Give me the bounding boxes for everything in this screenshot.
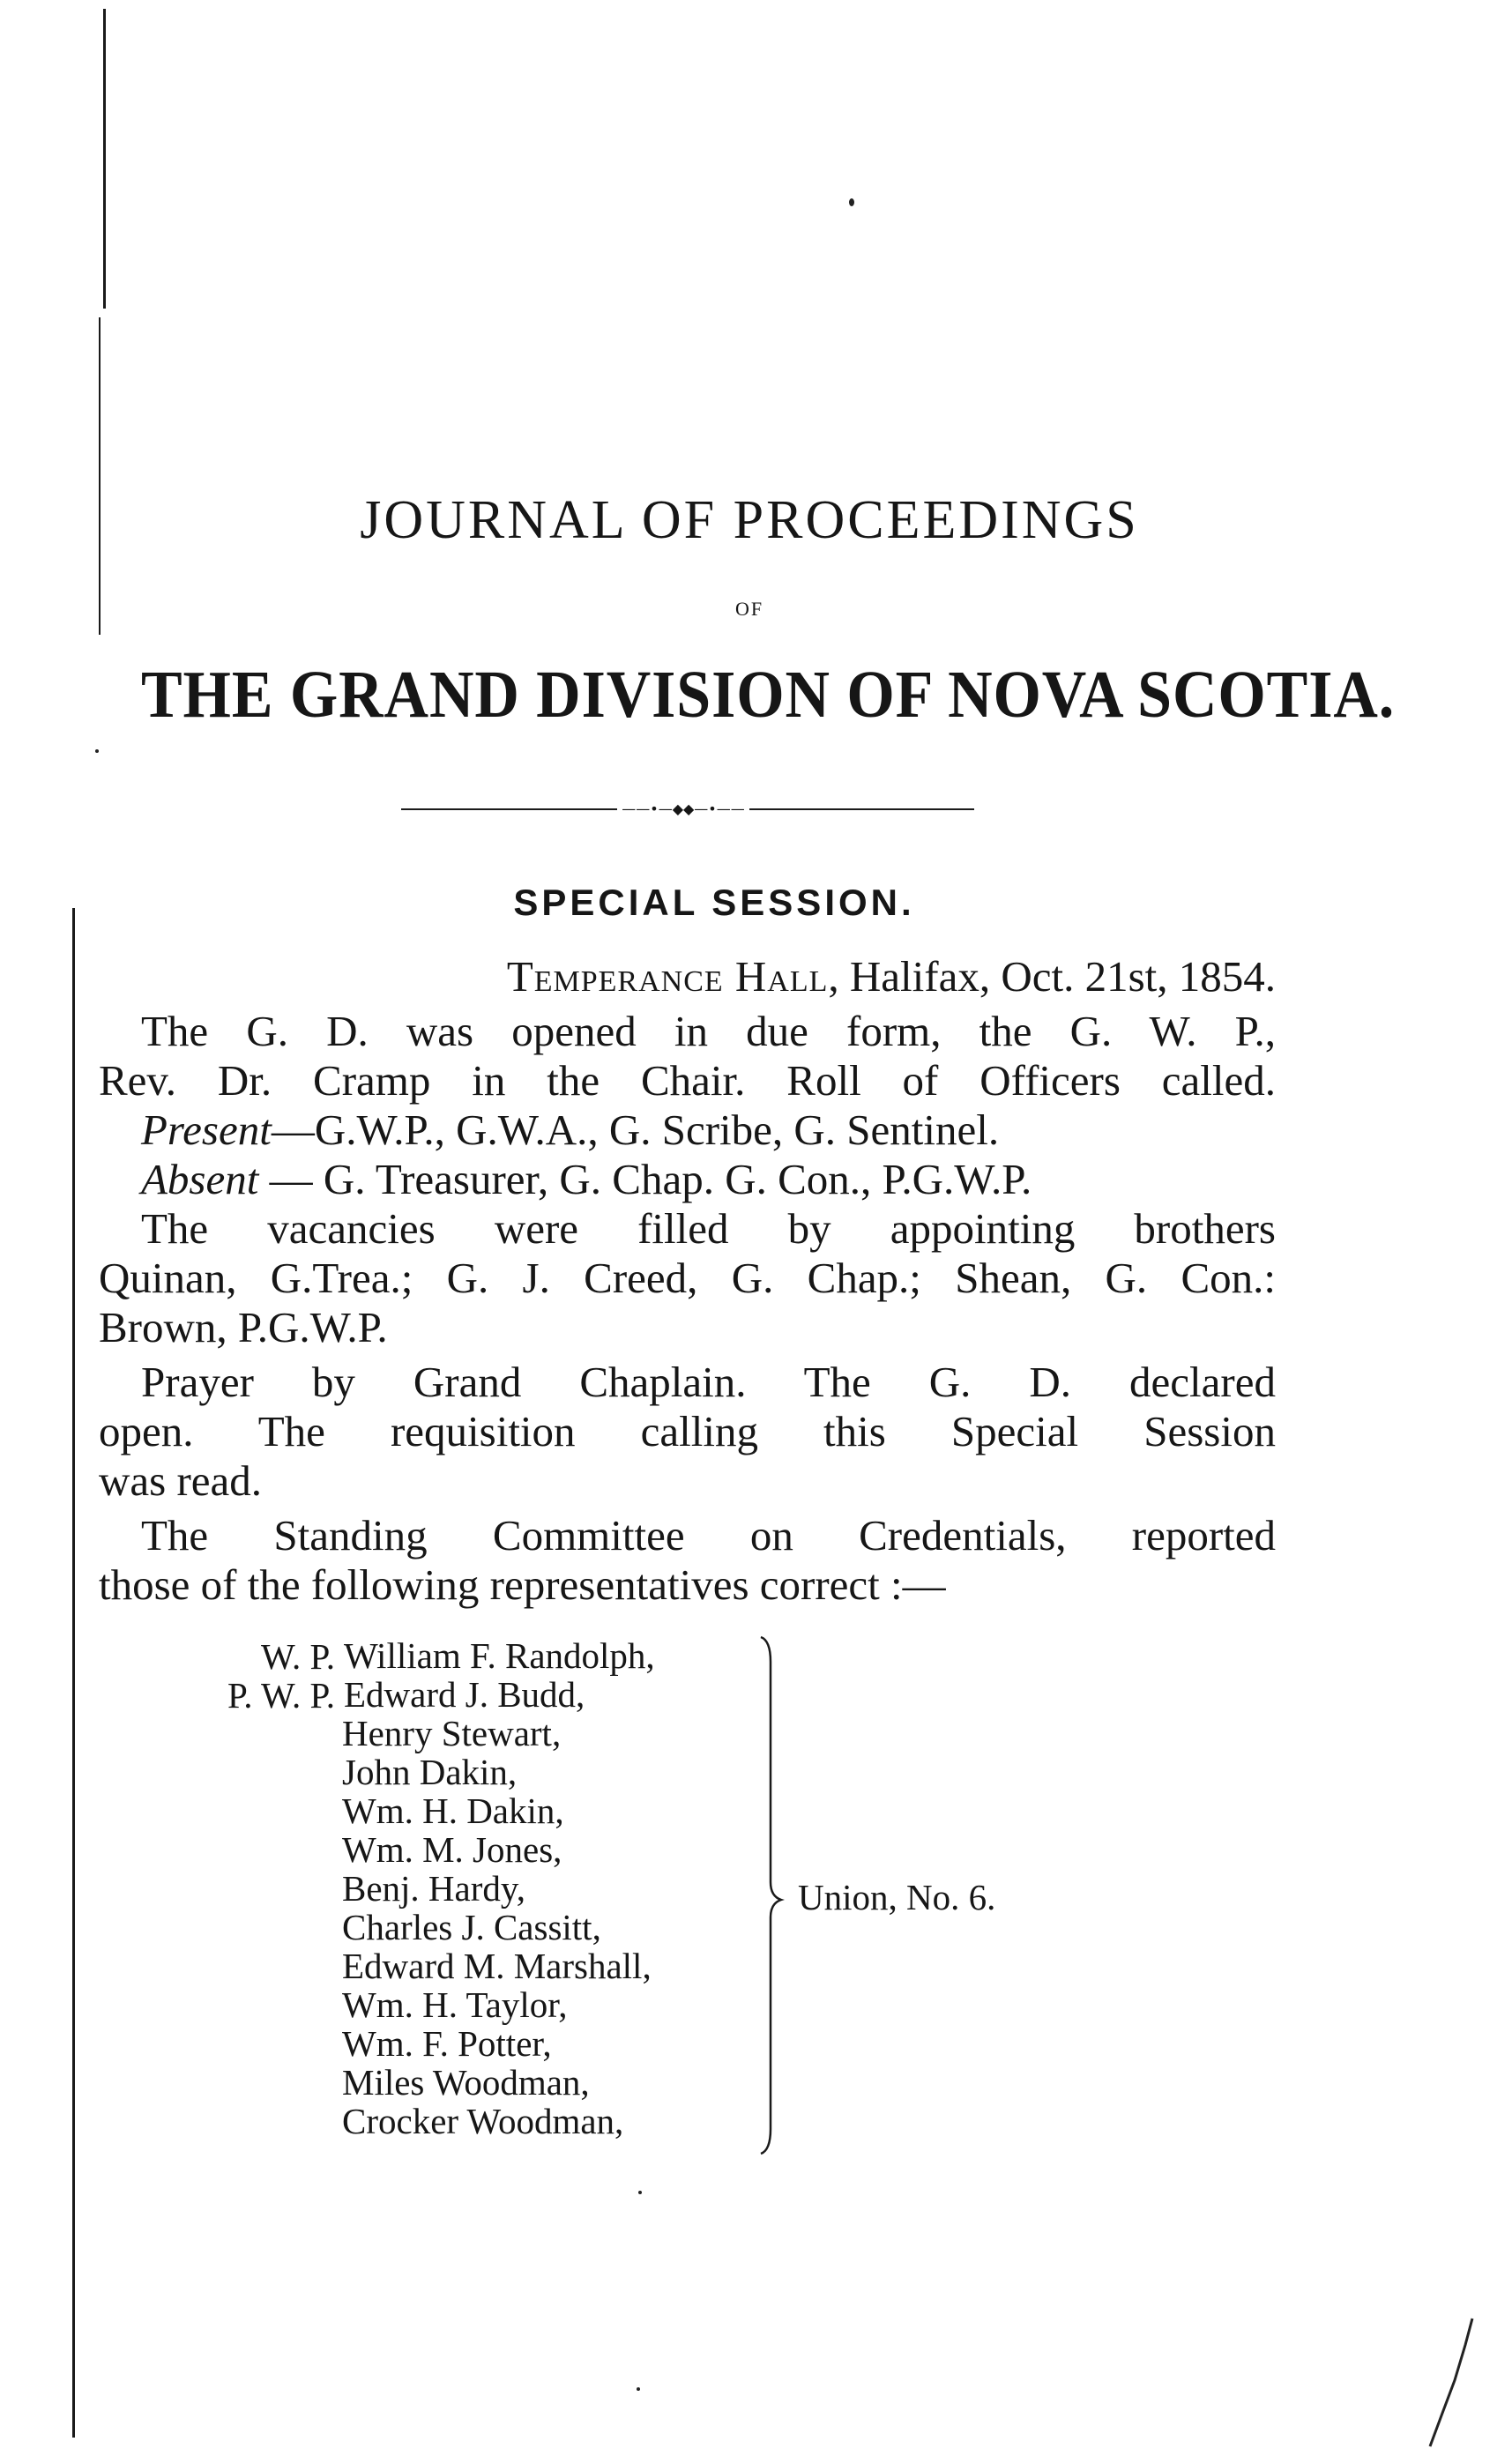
para1-line3	[141, 1105, 1318, 1155]
rep-name: William F. Randolph,	[344, 1635, 655, 1676]
rule-ornament: ——•—◆◆—•——	[617, 801, 749, 817]
dateline-place: Temperance Hall	[506, 952, 829, 1001]
dateline	[353, 952, 1276, 1001]
present-list: —G.W.P., G.W.A., G. Scribe, G. Sentinel.	[271, 1105, 1000, 1154]
para3-line1: The Standing Committee on Credentials, reported	[141, 1511, 1276, 1560]
rep-name: Charles J. Cassitt,	[342, 1907, 601, 1947]
rep-name: Wm. H. Dakin,	[342, 1790, 564, 1831]
para1-line2: Rev. Dr. Cramp in the Chair. Roll of Officers called.	[99, 1056, 1276, 1105]
rep-name: Miles Woodman,	[342, 2062, 590, 2103]
para1-line1: The G. D. was opened in due form, the G. W. P.,	[141, 1007, 1276, 1055]
rep-name: John Dakin,	[342, 1752, 518, 1792]
scan-speck	[95, 749, 99, 753]
rep-name: Henry Stewart,	[342, 1713, 562, 1753]
scan-margin-line-mid	[99, 317, 101, 635]
session-heading: SPECIAL SESSION.	[513, 882, 915, 923]
scan-speck	[637, 2387, 640, 2391]
absent-list: — G. Treasurer, G. Chap. G. Con., P.G.W.P.	[258, 1155, 1032, 1203]
para1-line5: The vacancies were filled by appointing brothers	[141, 1204, 1276, 1253]
para3-line2: those of the following representatives correct :—	[99, 1560, 946, 1609]
scan-pen-stroke	[1411, 2314, 1481, 2460]
rep-name: Edward J. Budd,	[344, 1674, 585, 1715]
scan-margin-line-lower	[72, 908, 75, 2438]
para2-line2: open. The requisition calling this Special Session	[99, 1407, 1276, 1455]
rep-title-wp: W. P.	[261, 1636, 335, 1677]
para1-line6: Quinan, G.Trea.; G. J. Creed, G. Chap.; Shean, G. Con.:	[99, 1254, 1276, 1302]
rep-name: Wm. H. Taylor,	[342, 1984, 568, 2025]
present-label: Present	[141, 1105, 272, 1154]
para2-line3: was read.	[99, 1456, 263, 1505]
scan-margin-line-top	[103, 9, 106, 309]
scan-speck	[638, 2191, 642, 2194]
union-label: Union, No. 6.	[798, 1877, 996, 1917]
title-journal: JOURNAL OF PROCEEDINGS	[360, 490, 1139, 550]
para1-line4	[141, 1155, 1318, 1204]
para2-line1: Prayer by Grand Chaplain. The G. D. declared	[141, 1358, 1276, 1406]
scan-speck	[849, 198, 854, 206]
rep-name: Wm. M. Jones,	[342, 1829, 562, 1870]
absent-label: Absent	[141, 1155, 259, 1203]
curly-brace	[758, 1635, 785, 2155]
rep-title-pwp: P. W. P.	[227, 1675, 335, 1716]
title-grand-division: THE GRAND DIVISION OF NOVA SCOTIA.	[141, 658, 1396, 732]
rep-name: Crocker Woodman,	[342, 2101, 624, 2141]
rep-name: Benj. Hardy,	[342, 1868, 525, 1909]
title-of: OF	[734, 598, 764, 620]
para1-line7: Brown, P.G.W.P.	[99, 1303, 388, 1351]
dateline-rest: , Halifax, Oct. 21st, 1854.	[828, 952, 1276, 1001]
rep-name: Edward M. Marshall,	[342, 1946, 652, 1986]
rep-name: Wm. F. Potter,	[342, 2023, 552, 2064]
